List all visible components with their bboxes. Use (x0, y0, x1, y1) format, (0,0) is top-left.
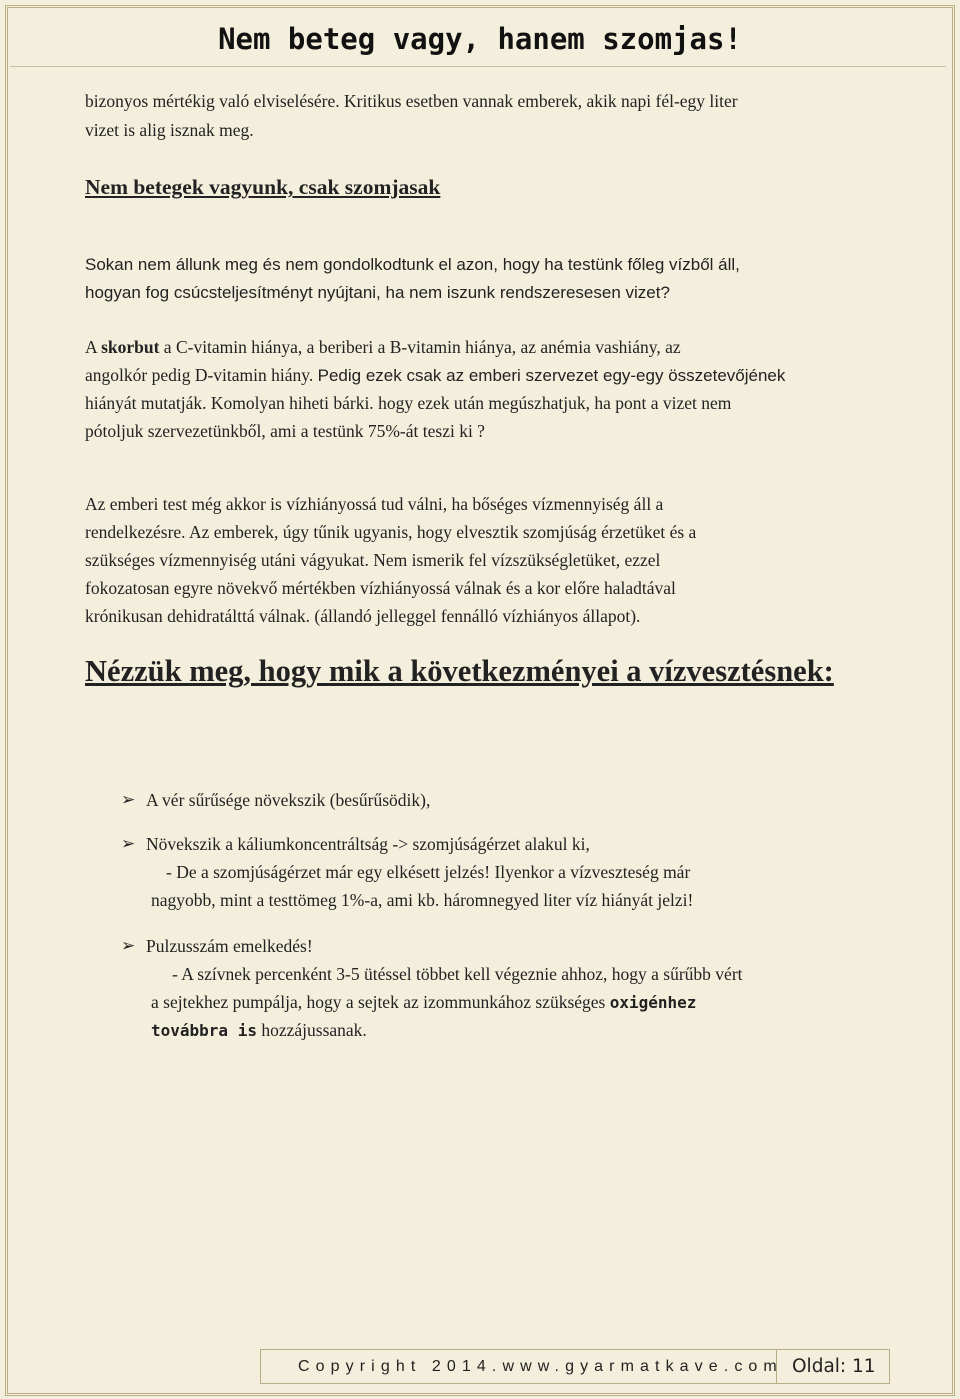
bullet-2-sub-2: nagyobb, mint a testtömeg 1%-a, ami kb. háromnegyed liter víz hiányát jelzi! (151, 890, 694, 910)
arrow-bullet-icon: ➢ (121, 834, 136, 854)
paragraph-2-line-4: pótoljuk szervezetünkből, ami a testünk 75%-át teszi ki ? (85, 421, 485, 441)
consequences-title: Nézzük meg, hogy mik a következményei a vízvesztésnek: (85, 654, 834, 688)
bullet-3-sub-1: - A szívnek percenként 3-5 ütéssel többet kell végeznie ahhoz, hogy a sűrűbb vért (172, 964, 743, 984)
p2-text-a: A (85, 337, 102, 357)
b3-sub2-text: a sejtekhez pumpálja, hogy a sejtek az izommunkához szükséges (151, 992, 610, 1012)
p2-line2-b: Pedig ezek csak az emberi szervezet egy-egy összetevőjének (317, 366, 786, 385)
header-divider (10, 66, 946, 67)
paragraph-1-line-2: hogyan fog csúcsteljesítményt nyújtani, ha nem iszunk rendszeresesen vizet? (85, 283, 670, 302)
p2-bold-skorbut: skorbut (101, 337, 160, 357)
intro-line-1: bizonyos mértékig való elviselésére. Kritikus esetben vannak emberek, akik napi fél-egy liter (85, 91, 738, 111)
paragraph-3-line-1: Az emberi test még akkor is vízhiányossá tud válni, ha bőséges vízmennyiség áll a (85, 494, 664, 514)
p2-line3-b: hogy ezek után megúszhatjuk, ha pont a vizet nem (378, 393, 732, 413)
bullet-3-sub-2 (151, 989, 696, 1017)
p2-line2-a: angolkór pedig D-vitamin hiány. (85, 365, 318, 385)
footer-page-number: Oldal: 11 (792, 1356, 876, 1377)
b3-sub2-mono: oxigénhez (609, 993, 697, 1012)
bullet-3-text: Pulzusszám emelkedés! (146, 936, 313, 956)
footer-separator (776, 1350, 777, 1383)
bullet-1-text: A vér sűrűsége növekszik (besűrűsödik), (146, 790, 431, 810)
p2-text-b: a C-vitamin hiánya, a beriberi a B-vitamin hiánya, az anémia vashiány, az (159, 337, 681, 357)
arrow-bullet-icon: ➢ (121, 936, 136, 956)
arrow-bullet-icon: ➢ (121, 790, 136, 810)
paragraph-1-line-1: Sokan nem állunk meg és nem gondolkodtunk el azon, hogy ha testünk főleg vízből áll, (85, 255, 740, 274)
footer-copyright: Copyright 2014.www.gyarmatkave.com (298, 1358, 783, 1375)
paragraph-3-line-3: szükséges vízmennyiség utáni vágyukat. Nem ismerik fel vízszükségletüket, ezzel (85, 550, 661, 570)
p2-line3-a: hiányát mutatják. Komolyan hiheti bárki. (85, 393, 379, 413)
paragraph-2-line-2 (85, 362, 785, 390)
section-title: Nem betegek vagyunk, csak szomjasak (85, 175, 441, 199)
bullet-3-sub-3 (151, 1017, 367, 1045)
page-border (5, 5, 955, 1396)
intro-line-2: vizet is alig isznak meg. (85, 120, 254, 140)
paragraph-3-line-2: rendelkezésre. Az emberek, úgy tűnik ugyanis, hogy elvesztik szomjúság érzetüket és a (85, 522, 697, 542)
page-header-title: Nem beteg vagy, hanem szomjas! (218, 22, 742, 56)
paragraph-2-line-3 (85, 390, 731, 418)
bullet-2-text: Növekszik a káliumkoncentráltság -> szomjúságérzet alakul ki, (146, 834, 590, 854)
paragraph-2-line-1 (85, 334, 681, 362)
paragraph-3-line-5: krónikusan dehidratálttá válnak. (állandó jelleggel fennálló vízhiányos állapot). (85, 606, 641, 626)
bullet-2-sub-1: - De a szomjúságérzet már egy elkésett jelzés! Ilyenkor a vízveszteség már (166, 862, 691, 882)
paragraph-3-line-4: fokozatosan egyre növekvő mértékben vízhiányossá válnak és a kor előre haladtával (85, 578, 676, 598)
b3-sub3-mono: továbbra is (151, 1021, 257, 1040)
b3-sub3-text: hozzájussanak. (256, 1020, 367, 1040)
